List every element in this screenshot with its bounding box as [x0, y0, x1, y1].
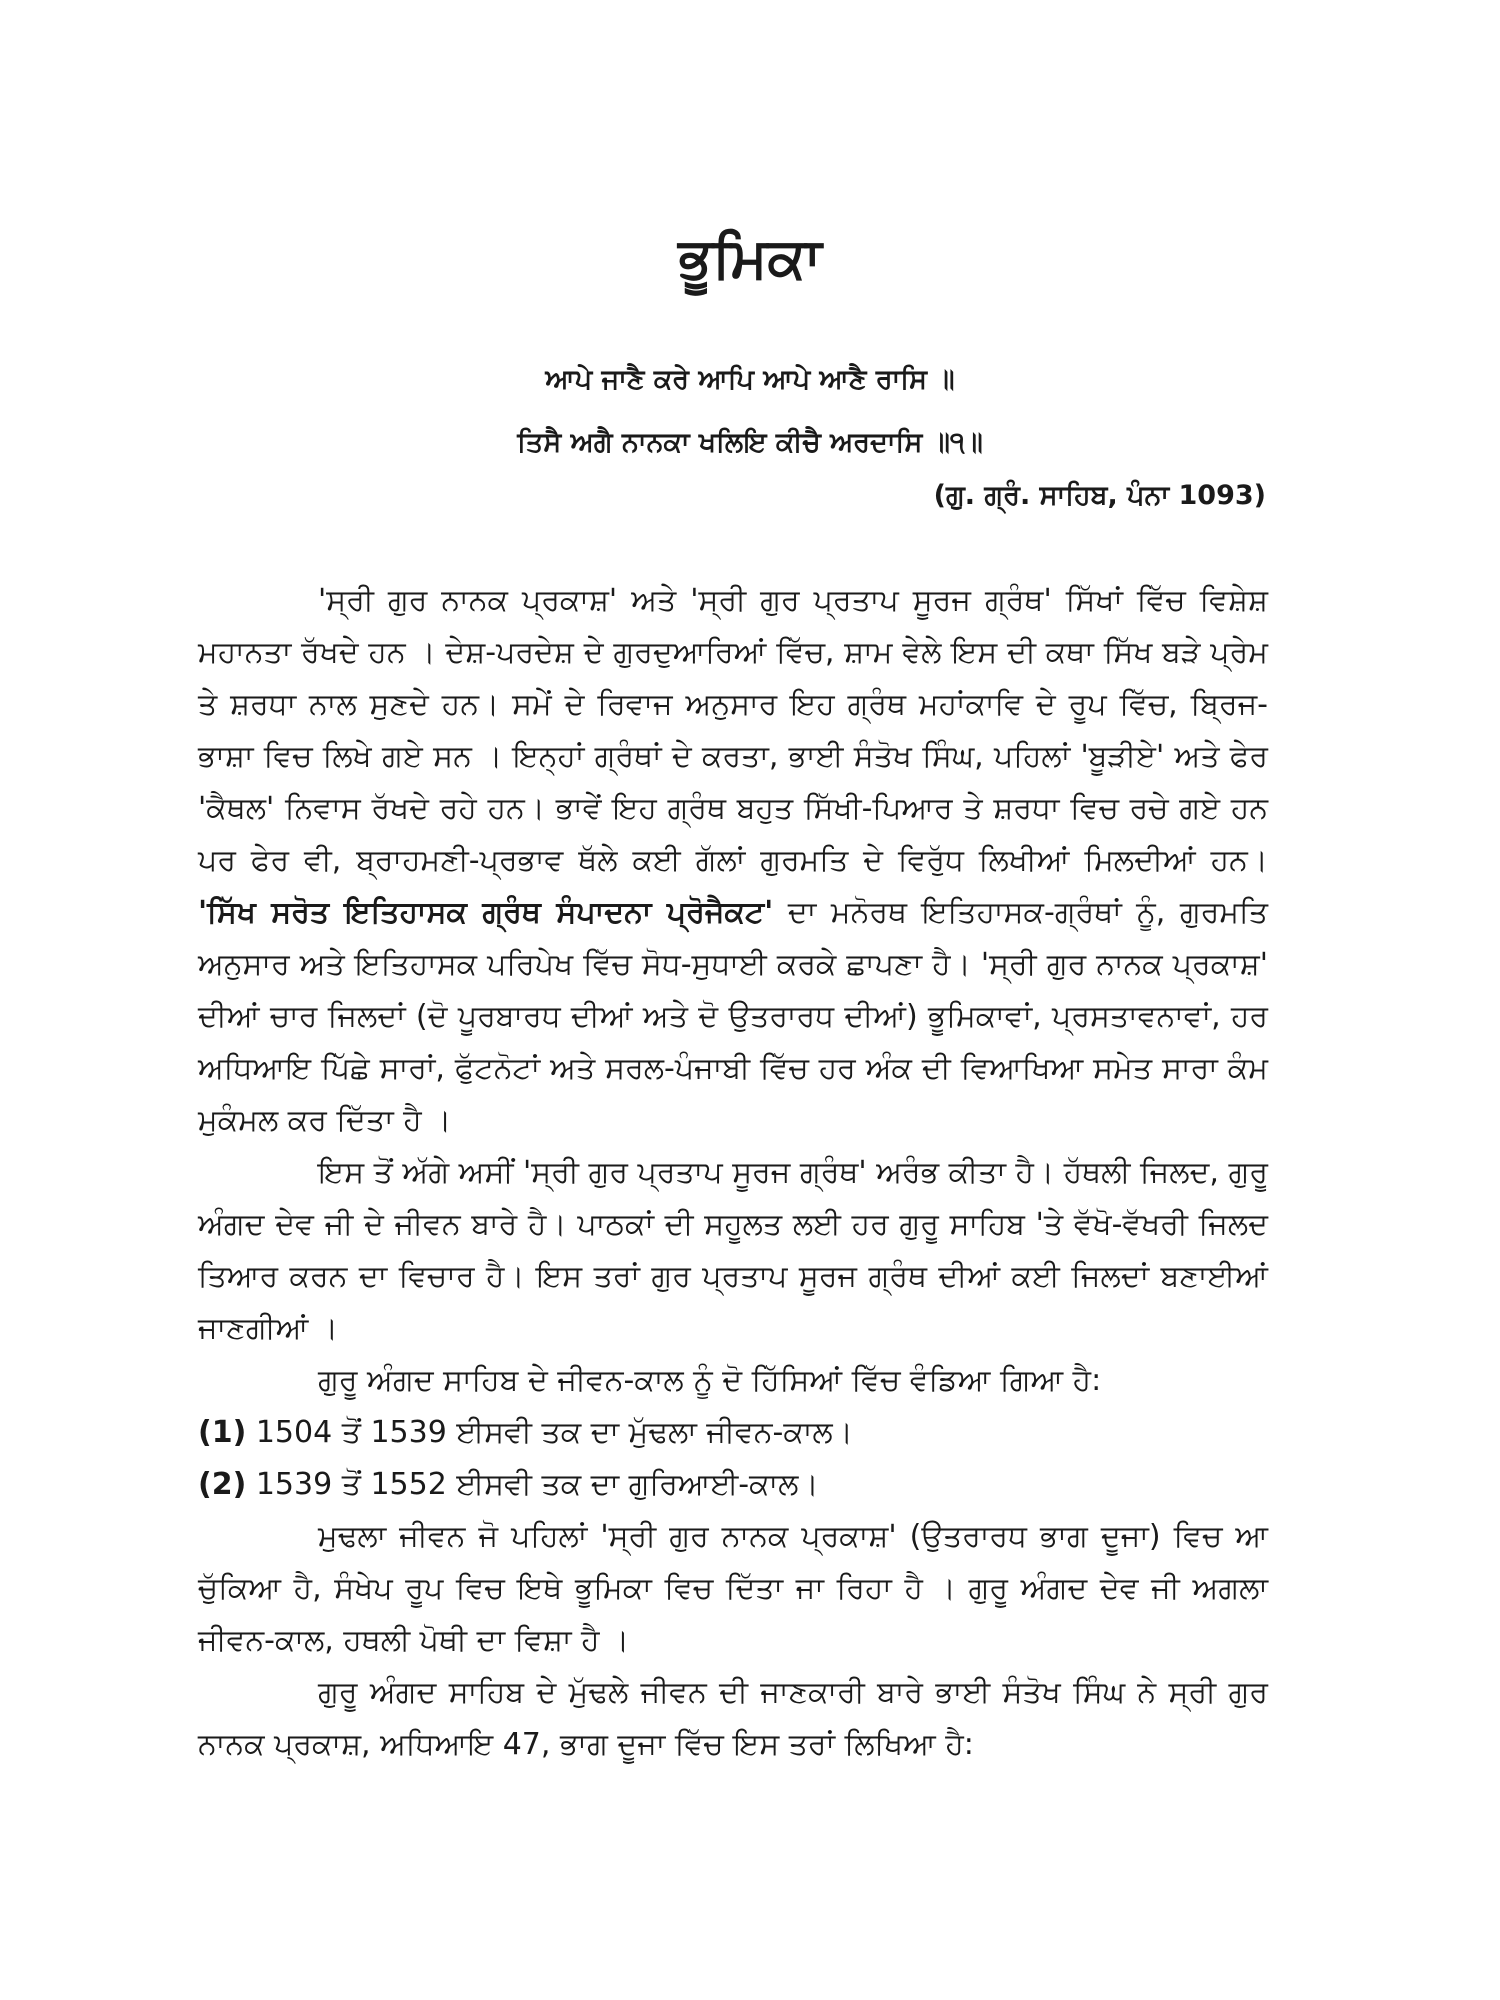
paragraph-3: ਗੁਰੂ ਅੰਗਦ ਸਾਹਿਬ ਦੇ ਜੀਵਨ-ਕਾਲ ਨੂੰ ਦੋ ਹਿੱਸਿਆਂ ਵਿੱਚ ਵੰਡਿਆ ਗਿਆ ਹੈ:	[318, 1363, 1102, 1398]
paragraph-1	[198, 575, 1268, 1147]
list-item	[198, 1407, 1268, 1459]
list-item	[198, 1459, 1268, 1511]
paragraph-1-text-b: ਦਾ ਮਨੋਰਥ ਇਤਿਹਾਸਕ-ਗ੍ਰੰਥਾਂ ਨੂੰ, ਗੁਰਮਤਿ ਅਨੁਸਾਰ ਅਤੇ ਇਤਿਹਾਸਕ ਪਰਿਪੇਖ ਵਿੱਚ ਸੋਧ-ਸੁਧਾਈ ਕਰਕੇ ਛਾਪਣਾ ਹੈ। 'ਸ੍ਰੀ ਗੁਰ ਨਾਨਕ ਪ੍ਰਕਾਸ਼' ਦੀਆਂ ਚਾਰ ਜਿਲਦਾਂ (ਦੋ ਪੂਰਬਾਰਧ ਦੀਆਂ ਅਤੇ ਦੋ ਉਤਰਾਰਧ ਦੀਆਂ) ਭੂਮਿਕਾਵਾਂ, ਪ੍ਰਸਤਾਵਨਾਵਾਂ, ਹਰ ਅਧਿਆਇ ਪਿੱਛੇ ਸਾਰਾਂ, ਫੁੱਟਨੋਟਾਂ ਅਤੇ ਸਰਲ-ਪੰਜਾਬੀ ਵਿੱਚ ਹਰ ਅੰਕ ਦੀ ਵਿਆਖਿਆ ਸਮੇਤ ਸਾਰਾ ਕੰਮ ਮੁਕੰਮਲ ਕਰ ਦਿੱਤਾ ਹੈ ।	[198, 895, 1269, 1138]
paragraph-4: ਮੁਢਲਾ ਜੀਵਨ ਜੋ ਪਹਿਲਾਂ 'ਸ੍ਰੀ ਗੁਰ ਨਾਨਕ ਪ੍ਰਕਾਸ਼' (ਉਤਰਾਰਧ ਭਾਗ ਦੂਜਾ) ਵਿਚ ਆ ਚੁੱਕਿਆ ਹੈ, ਸੰਖੇਪ ਰੂਪ ਵਿਚ ਇਥੇ ਭੂਮਿਕਾ ਵਿਚ ਦਿੱਤਾ ਜਾ ਰਿਹਾ ਹੈ । ਗੁਰੂ ਅੰਗਦ ਦੇਵ ਜੀ ਅਗਲਾ ਜੀਵਨ-ਕਾਲ, ਹਥਲੀ ਪੋਥੀ ਦਾ ਵਿਸ਼ਾ ਹੈ ।	[198, 1519, 1268, 1658]
verse-citation: (ਗੁ. ਗ੍ਰੰ. ਸਾਹਿਬ, ਪੰਨਾ 1093)	[933, 480, 1266, 511]
list-text: 1539 ਤੋਂ 1552 ਈਸਵੀ ਤਕ ਦਾ ਗੁਰਿਆਈ-ਕਾਲ।	[246, 1467, 819, 1502]
list-text: 1504 ਤੋਂ 1539 ਈਸਵੀ ਤਕ ਦਾ ਮੁੱਢਲਾ ਜੀਵਨ-ਕਾਲ।	[246, 1415, 853, 1450]
page-title: ਭੂਮਿਕਾ	[678, 226, 822, 291]
paragraph-2: ਇਸ ਤੋਂ ਅੱਗੇ ਅਸੀਂ 'ਸ੍ਰੀ ਗੁਰ ਪ੍ਰਤਾਪ ਸੂਰਜ ਗ੍ਰੰਥ' ਅਰੰਭ ਕੀਤਾ ਹੈ। ਹੱਥਲੀ ਜਿਲਦ, ਗੁਰੂ ਅੰਗਦ ਦੇਵ ਜੀ ਦੇ ਜੀਵਨ ਬਾਰੇ ਹੈ। ਪਾਠਕਾਂ ਦੀ ਸਹੂਲਤ ਲਈ ਹਰ ਗੁਰੂ ਸਾਹਿਬ 'ਤੇ ਵੱਖੋ-ਵੱਖਰੀ ਜਿਲਦ ਤਿਆਰ ਕਰਨ ਦਾ ਵਿਚਾਰ ਹੈ। ਇਸ ਤਰਾਂ ਗੁਰ ਪ੍ਰਤਾਪ ਸੂਰਜ ਗ੍ਰੰਥ ਦੀਆਂ ਕਈ ਜਿਲਦਾਂ ਬਣਾਈਆਂ ਜਾਣਗੀਆਂ ।	[198, 1155, 1268, 1346]
project-name: 'ਸਿੱਖ ਸਰੋਤ ਇਤਿਹਾਸਕ ਗ੍ਰੰਥ ਸੰਪਾਦਨਾ ਪ੍ਰੋਜੈਕਟ'	[198, 895, 774, 930]
verse-line-2: ਤਿਸੈ ਅਗੈ ਨਾਨਕਾ ਖਲਿਇ ਕੀਚੈ ਅਰਦਾਸਿ ॥੧॥	[517, 427, 983, 458]
paragraph-1-text-a: 'ਸ੍ਰੀ ਗੁਰ ਨਾਨਕ ਪ੍ਰਕਾਸ਼' ਅਤੇ 'ਸ੍ਰੀ ਗੁਰ ਪ੍ਰਤਾਪ ਸੂਰਜ ਗ੍ਰੰਥ' ਸਿੱਖਾਂ ਵਿੱਚ ਵਿਸ਼ੇਸ਼ ਮਹਾਨਤਾ ਰੱਖਦੇ ਹਨ । ਦੇਸ਼-ਪਰਦੇਸ਼ ਦੇ ਗੁਰਦੁਆਰਿਆਂ ਵਿੱਚ, ਸ਼ਾਮ ਵੇਲੇ ਇਸ ਦੀ ਕਥਾ ਸਿੱਖ ਬੜੇ ਪ੍ਰੇਮ ਤੇ ਸ਼ਰਧਾ ਨਾਲ ਸੁਣਦੇ ਹਨ। ਸਮੇਂ ਦੇ ਰਿਵਾਜ ਅਨੁਸਾਰ ਇਹ ਗ੍ਰੰਥ ਮਹਾਂਕਾਵਿ ਦੇ ਰੂਪ ਵਿੱਚ, ਬ੍ਰਿਜ-ਭਾਸ਼ਾ ਵਿਚ ਲਿਖੇ ਗਏ ਸਨ । ਇਨ੍ਹਾਂ ਗ੍ਰੰਥਾਂ ਦੇ ਕਰਤਾ, ਭਾਈ ਸੰਤੋਖ ਸਿੰਘ, ਪਹਿਲਾਂ 'ਬੂੜੀਏ' ਅਤੇ ਫੇਰ 'ਕੈਥਲ' ਨਿਵਾਸ ਰੱਖਦੇ ਰਹੇ ਹਨ। ਭਾਵੇਂ ਇਹ ਗ੍ਰੰਥ ਬਹੁਤ ਸਿੱਖੀ-ਪਿਆਰ ਤੇ ਸ਼ਰਧਾ ਵਿਚ ਰਚੇ ਗਏ ਹਨ ਪਰ ਫੇਰ ਵੀ, ਬ੍ਰਾਹਮਣੀ-ਪ੍ਰਭਾਵ ਥੱਲੇ ਕਈ ਗੱਲਾਂ ਗੁਰਮਤਿ ਦੇ ਵਿਰੁੱਧ ਲਿਖੀਆਂ ਮਿਲਦੀਆਂ ਹਨ।	[198, 583, 1268, 878]
body-text	[198, 575, 1268, 1771]
paragraph-5: ਗੁਰੂ ਅੰਗਦ ਸਾਹਿਬ ਦੇ ਮੁੱਢਲੇ ਜੀਵਨ ਦੀ ਜਾਣਕਾਰੀ ਬਾਰੇ ਭਾਈ ਸੰਤੋਖ ਸਿੰਘ ਨੇ ਸ੍ਰੀ ਗੁਰ ਨਾਨਕ ਪ੍ਰਕਾਸ਼, ਅਧਿਆਇ 47, ਭਾਗ ਦੂਜਾ ਵਿੱਚ ਇਸ ਤਰਾਂ ਲਿਖਿਆ ਹੈ:	[198, 1675, 1268, 1762]
verse-line-1: ਆਪੇ ਜਾਣੈ ਕਰੇ ਆਪਿ ਆਪੇ ਆਣੈ ਰਾਸਿ ॥	[545, 364, 955, 395]
list-number: (1)	[198, 1415, 247, 1450]
list-number: (2)	[198, 1467, 247, 1502]
